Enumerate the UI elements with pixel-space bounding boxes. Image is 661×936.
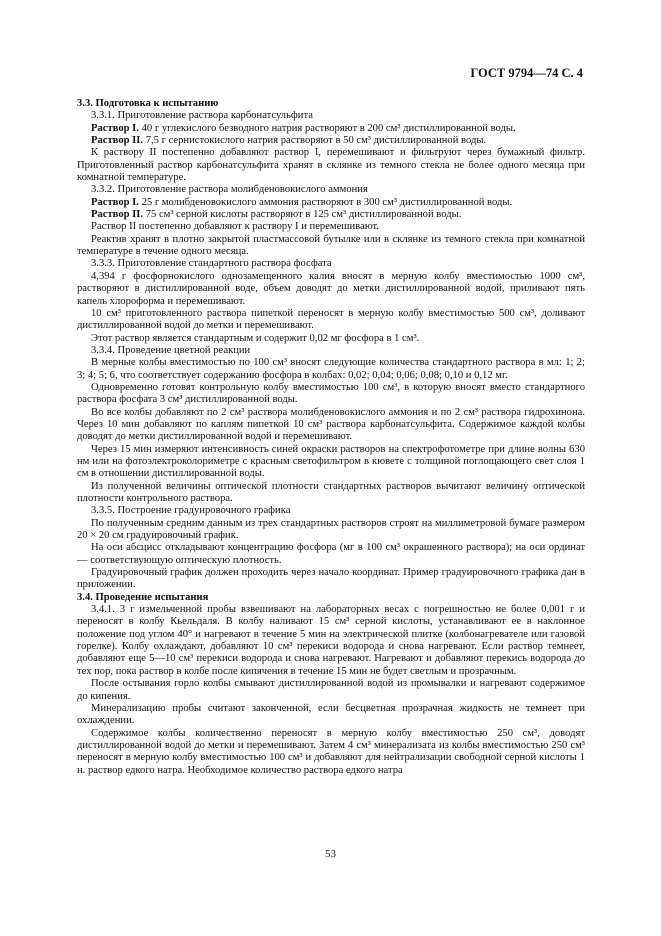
paragraph — [77, 444, 585, 481]
paragraph-text: Во все колбы добавляют по 2 см³ раствора молибденовокислого аммония и по 2 см³ раствора гидрохинона. Через 10 мин добавляют по каплям пипеткой 10 см³ раствора карбонатсульфита. Содержимое каждой колбы доводят до метки дистиллированной водой и перемешивают. — [77, 406, 585, 443]
paragraph-text: 3.4.1. 3 г измельченной пробы взвешивают на лабораторных весах с погрешностью не более 0,001 г и переносят в колбу Кьельдаля. В колбу наливают 15 см³ серной кислоты, устанавливают ее в наклонное положение под углом 40° и нагревают в течение 5 мин на электрической плитке (колбонагревателе или газовой горелке). Колбу охлаждают, добавляют 10 см³ перекиси водорода и снова нагревают. Если раствор темнеет, добавляют еще 5—10 см³ перекиси водорода и снова нагревают. Нагревают и добавляют перекись водорода до тех пор, пока раствор в колбе после кипячения в течение 15 мин не будет светлым и прозрачным. — [77, 604, 585, 677]
paragraph-text: Этот раствор является стандартным и содержит 0,02 мг фосфора в 1 см³. — [91, 332, 420, 344]
bold-label: 3.3. Подготовка к испытанию — [77, 98, 219, 109]
paragraph-text: 25 г молибденовокислого аммония растворяют в 300 см³ дистиллированной воды. — [138, 196, 513, 208]
paragraph-text: К раствору II постепенно добавляют раствор I, перемешивают и фильтруют через бумажный фильтр. Приготовленный раствор карбонатсульфита хранят в склянке из темного стекла не более одного месяца при комнатной температуре. — [77, 147, 585, 184]
paragraph — [77, 308, 585, 333]
paragraph — [77, 703, 585, 728]
paragraph-text: 3.3.5. Построение градуировочного графика — [91, 505, 291, 517]
paragraph-text: Из полученной величины оптической плотности стандартных растворов вычитают величину оптической плотности контрольного раствора. — [77, 480, 585, 504]
paragraph — [77, 481, 585, 506]
paragraph-text: После остывания горло колбы смывают дистиллированной водой из промывалки и нагревают содержимое до кипения. — [77, 678, 585, 702]
paragraph — [77, 258, 585, 270]
paragraph — [77, 209, 585, 221]
paragraph-text: В мерные колбы вместимостью по 100 см³ вносят следующие количества стандартного раствора в мл: 1; 2; 3; 4; 5; 6, что соответствует содержанию фосфора в колбах: 0,02; 0,04; 0,06; 0,08; 0,10 и 0,12 мг. — [77, 357, 585, 381]
paragraph — [77, 135, 585, 147]
bold-label: Раствор I. — [91, 122, 139, 134]
section-heading — [77, 592, 585, 604]
paragraph-text: 10 см³ приготовленного раствора пипеткой переносят в мерную колбу вместимостью 500 см³, доливают дистиллированной водой до метки и перемешивают. — [77, 307, 585, 332]
paragraph — [77, 333, 585, 345]
document-header: ГОСТ 9794—74 С. 4 — [470, 66, 583, 80]
paragraph — [77, 542, 585, 567]
paragraph — [77, 147, 585, 184]
paragraph — [77, 567, 585, 592]
paragraph-text: Реактив хранят в плотно закрытой пластмассовой бутылке или в склянке из темного стекла при комнатной температуре в течение одного месяца. — [77, 233, 585, 258]
paragraph — [77, 234, 585, 259]
paragraph-text: 7,5 г сернистокислого натрия растворяют в 50 см³ дистиллированной воды. — [143, 135, 487, 147]
paragraph — [77, 728, 585, 777]
bold-label: 3.4. Проведение испытания — [77, 591, 209, 603]
paragraph — [77, 505, 585, 517]
paragraph — [77, 604, 585, 678]
paragraph-text: 3.3.2. Приготовление раствора молибденовокислого аммония — [91, 184, 368, 196]
paragraph-text: 3.3.4. Проведение цветной реакции — [91, 344, 251, 356]
paragraph — [77, 110, 585, 122]
paragraph-text: 75 см³ серной кислоты растворяют в 125 см³ дистиллированной воды. — [143, 209, 462, 221]
document-body — [77, 98, 585, 777]
paragraph-text: 40 г углекислого безводного натрия растворяют в 200 см³ дистиллированной воды. — [138, 122, 516, 134]
paragraph — [77, 123, 585, 135]
bold-label: Раствор II. — [91, 209, 144, 221]
paragraph — [77, 197, 585, 209]
paragraph-text: По полученным средним данным из трех стандартных растворов строят на миллиметровой бумаге размером 20 × 20 см градуировочный график. — [77, 517, 585, 542]
paragraph — [77, 357, 585, 382]
paragraph-text: На оси абсцисс откладывают концентрацию фосфора (мг в 100 см³ окрашенного раствора); на оси ординат — соответствующую оптическую плотность. — [77, 542, 585, 566]
paragraph-text: Раствор II постепенно добавляют к раствору I и перемешивают. — [91, 221, 379, 233]
paragraph-text: 3.3.1. Приготовление раствора карбонатсульфита — [91, 110, 313, 122]
bold-label: Раствор I. — [91, 196, 139, 208]
paragraph-text: Градуировочный график должен проходить через начало координат. Пример градуировочного графика дан в приложении. — [77, 567, 585, 591]
paragraph-text: 3.3.3. Приготовление стандартного раствора фосфата — [91, 258, 332, 270]
paragraph-text: Содержимое колбы количественно переносят в мерную колбу вместимостью 250 см³, доводят дистиллированной водой до метки и перемешивают. Затем 4 см³ минерализата из колбы вместимостью 250 см³ переносят в мерную колбу вместимостью 100 см³ и добавляют для нейтрализации свободной серной кислоты 1 н. раствор едкого натра. Необходимое количество раствора едкого натра — [77, 727, 585, 776]
section-heading — [77, 98, 585, 110]
page-number: 53 — [325, 848, 336, 860]
paragraph — [77, 221, 585, 233]
paragraph — [77, 184, 585, 196]
paragraph-text: 4,394 г фосфорнокислого однозамещенного калия вносят в мерную колбу вместимостью 1000 см³, растворяют в дистиллированной воде, объем доводят до метки дистиллированной водой, приливают пять капель хлороформа и перемешивают. — [77, 270, 585, 307]
paragraph-text: Минерализацию пробы считают законченной, если бесцветная прозрачная жидкость не темнеет при охлаждении. — [77, 702, 585, 727]
paragraph — [77, 407, 585, 444]
paragraph — [77, 345, 585, 357]
paragraph-text: Через 15 мин измеряют интенсивность синей окраски растворов на спектрофотометре при длине волны 630 нм или на фотоэлектроколориметре с красным светофильтром в кювете с толщиной поглощающего свет слоя 1 см в отношении дистиллированной воды. — [77, 443, 585, 480]
paragraph — [77, 678, 585, 703]
paragraph — [77, 518, 585, 543]
bold-label: Раствор II. — [91, 135, 144, 147]
paragraph — [77, 382, 585, 407]
paragraph-text: Одновременно готовят контрольную колбу вместимостью 100 см³, в которую вносят вместо стандартного раствора фосфата 3 см³ дистиллированной воды. — [77, 381, 585, 406]
paragraph — [77, 271, 585, 308]
